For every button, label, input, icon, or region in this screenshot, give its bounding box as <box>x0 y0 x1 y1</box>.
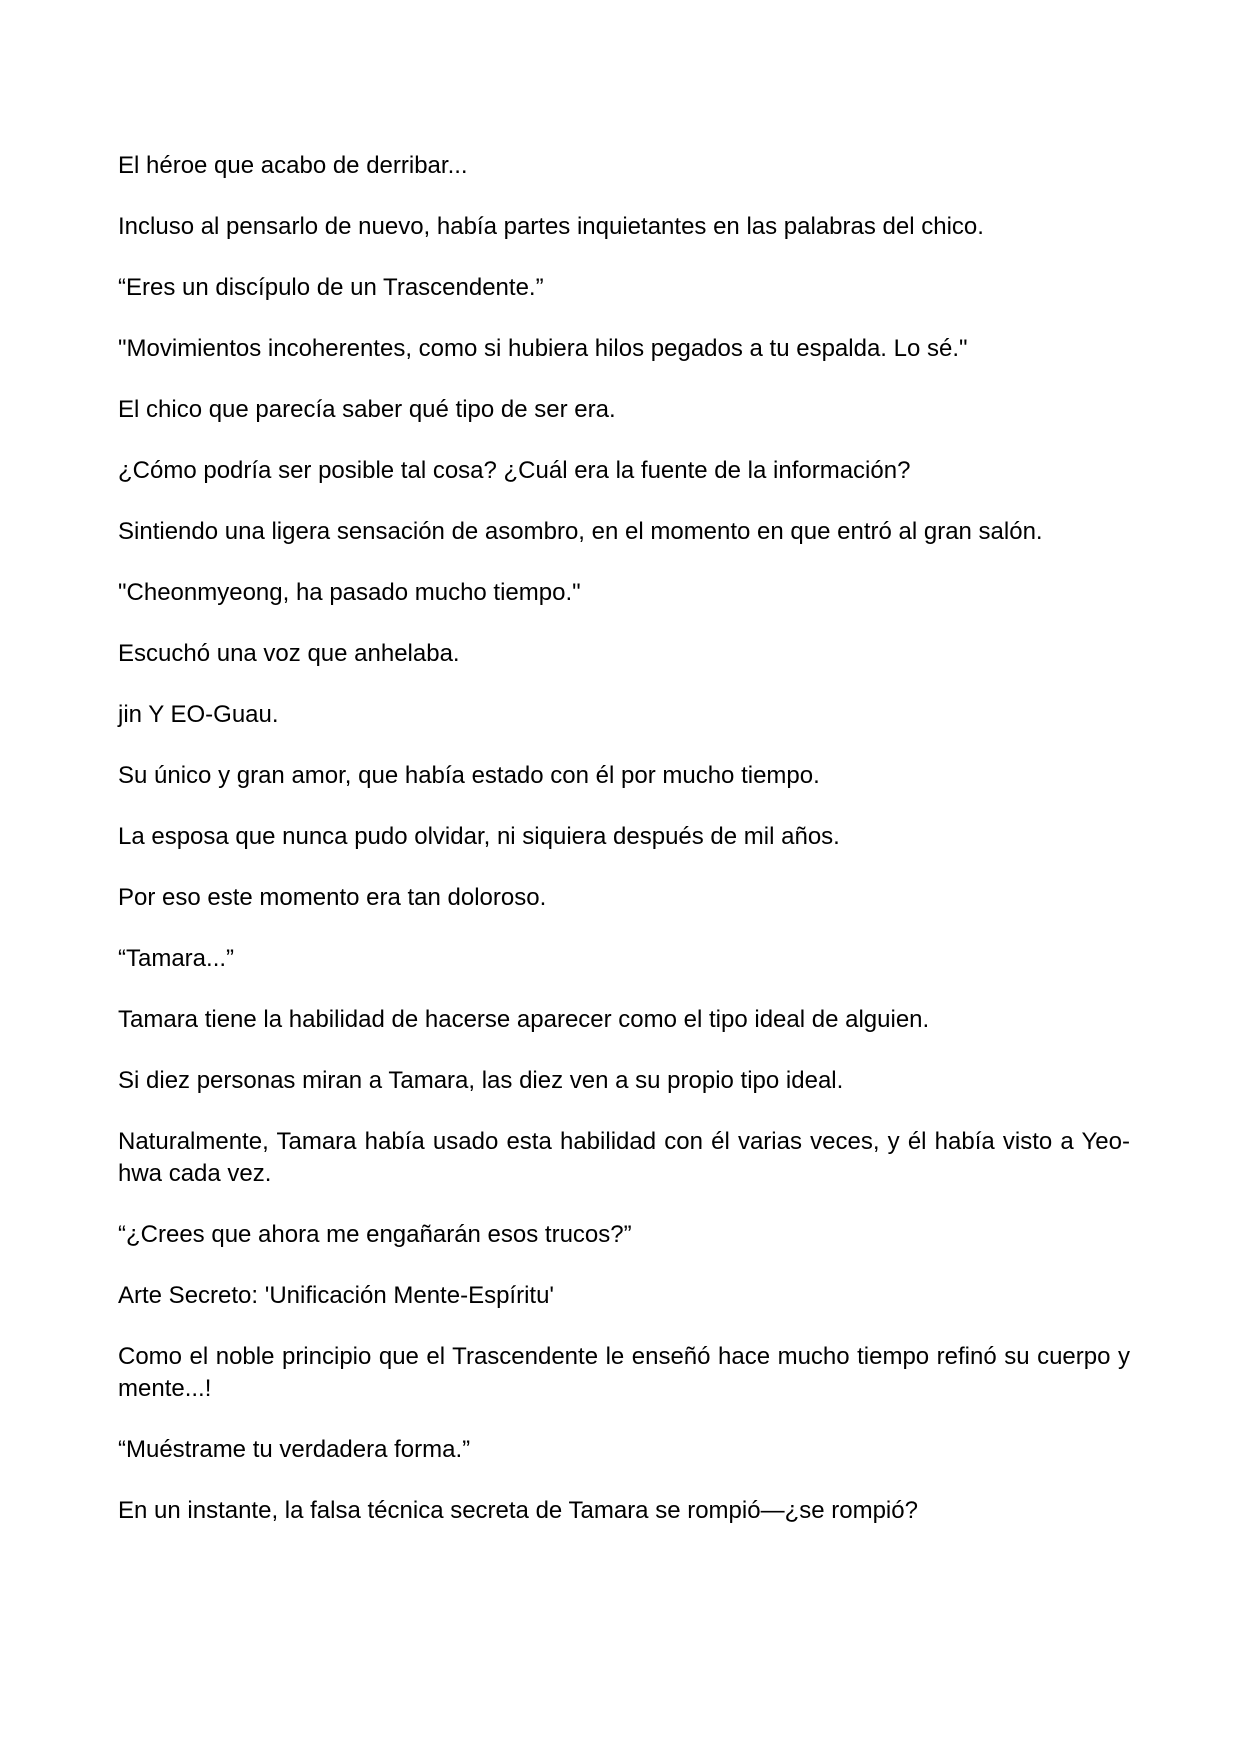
paragraph-13: Por eso este momento era tan doloroso. <box>118 884 547 911</box>
paragraph-2: Incluso al pensarlo de nuevo, había partes inquietantes en las palabras del chico. <box>118 213 984 240</box>
paragraph-14: “Tamara...” <box>118 945 235 972</box>
paragraph-21: “Muéstrame tu verdadera forma.” <box>118 1436 471 1463</box>
paragraph-11: Su único y gran amor, que había estado con él por mucho tiempo. <box>118 762 820 789</box>
paragraph-17: Naturalmente, Tamara había usado esta habilidad con él varias veces, y él había visto a Yeo-hwa cada vez. <box>118 1128 1130 1187</box>
paragraph-7: Sintiendo una ligera sensación de asombro, en el momento en que entró al gran salón. <box>118 518 1043 545</box>
paragraph-4: "Movimientos incoherentes, como si hubiera hilos pegados a tu espalda. Lo sé." <box>118 335 968 362</box>
paragraph-20: Como el noble principio que el Trascendente le enseñó hace mucho tiempo refinó su cuerpo y mente...! <box>118 1343 1130 1402</box>
paragraph-6: ¿Cómo podría ser posible tal cosa? ¿Cuál era la fuente de la información? <box>118 457 911 484</box>
paragraph-18: “¿Crees que ahora me engañarán esos trucos?” <box>118 1221 632 1248</box>
paragraph-10: jin Y EO-Guau. <box>118 701 279 728</box>
paragraph-9: Escuchó una voz que anhelaba. <box>118 640 460 667</box>
paragraph-5: El chico que parecía saber qué tipo de ser era. <box>118 396 616 423</box>
paragraph-1: El héroe que acabo de derribar... <box>118 152 468 179</box>
paragraph-8: "Cheonmyeong, ha pasado mucho tiempo." <box>118 579 581 606</box>
paragraph-22: En un instante, la falsa técnica secreta de Tamara se rompió—¿se rompió? <box>118 1497 918 1524</box>
paragraph-3: “Eres un discípulo de un Trascendente.” <box>118 274 544 301</box>
paragraph-12: La esposa que nunca pudo olvidar, ni siquiera después de mil años. <box>118 823 840 850</box>
paragraph-16: Si diez personas miran a Tamara, las diez ven a su propio tipo ideal. <box>118 1067 844 1094</box>
document-body <box>118 150 1130 1556</box>
paragraph-15: Tamara tiene la habilidad de hacerse aparecer como el tipo ideal de alguien. <box>118 1006 930 1033</box>
paragraph-19: Arte Secreto: 'Unificación Mente-Espíritu' <box>118 1282 555 1309</box>
